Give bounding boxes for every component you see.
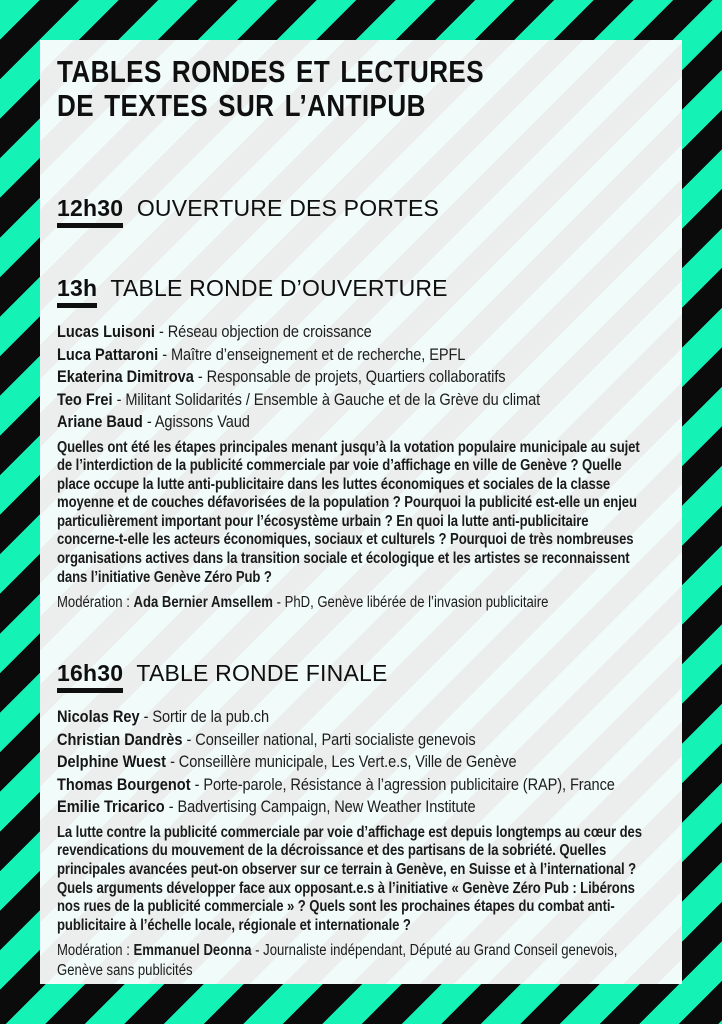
speaker-role: - Conseillère municipale, Les Vert.e.s, Ville de Genève [170, 752, 517, 772]
session-time: 12h30 [57, 195, 123, 228]
speaker-role: - Porte-parole, Résistance à l’agression publicitaire (RAP), France [194, 774, 615, 794]
speaker-name: Christian Dandrès [57, 729, 183, 749]
session-heading-final [57, 660, 656, 693]
poster-content [40, 40, 682, 984]
speaker-line [57, 796, 648, 819]
speaker-role: - Responsable de projets, Quartiers collaboratifs [197, 367, 506, 386]
moderation-label: Modération : [57, 594, 130, 612]
session-time: 13h [57, 275, 97, 308]
speaker-line [57, 366, 648, 389]
session-title: OUVERTURE DES PORTES [136, 195, 440, 221]
poster-title-line2: DE TEXTES SUR L’ANTIPUB [57, 88, 426, 123]
speaker-line [57, 389, 648, 412]
moderation-role: - PhD, Genève libérée de l’invasion publicitaire [276, 594, 549, 612]
speaker-name: Luca Pattaroni [57, 344, 159, 364]
speaker-line [57, 751, 648, 774]
session-heading-opening [57, 275, 656, 308]
poster-title [57, 55, 661, 123]
speaker-name: Ariane Baud [57, 412, 143, 431]
session-time: 16h30 [57, 660, 123, 693]
speaker-line [57, 411, 648, 434]
speaker-role: - Maître d’enseignement et de recherche, EPFL [162, 344, 466, 364]
moderation-name: Emmanuel Deonna [133, 942, 252, 960]
speaker-name: Emilie Tricarico [57, 797, 165, 817]
speakers-list-opening [57, 321, 648, 434]
speaker-line [57, 729, 648, 752]
speaker-line [57, 774, 648, 797]
speaker-role: - Réseau objection de croissance [159, 322, 372, 341]
moderation-label: Modération : [57, 942, 130, 960]
session-title: TABLE RONDE FINALE [136, 660, 388, 687]
session-description-opening: Quelles ont été les étapes principales menant jusqu’à la votation populaire municipale au sujet de l’interdiction de la publicité commerciale par voie d’affichage en ville de Genève ? Quelle place occupe la lutte anti-publicitaire dans les luttes économiques et sociales de la classe moyenne et de couches défavorisées de la population ? Pourquoi la publicité est-elle un enjeu particulièrement important pour l’écosystème urbain ? En quoi la lutte anti-publicitaire concerne-t-elle les acteurs économiques, sociaux et culturels ? Pourquoi de très nombreuses organisations actives dans la transition sociale et écologique et les artistes se reconnaissent dans l’initiative Genève Zéro Pub ? [57, 438, 640, 586]
speaker-line [57, 321, 648, 344]
moderation-line-opening [57, 593, 648, 613]
speaker-name: Lucas Luisoni [57, 322, 155, 341]
speaker-name: Nicolas Rey [57, 707, 140, 727]
speaker-name: Teo Frei [57, 389, 113, 409]
speaker-name: Ekaterina Dimitrova [57, 367, 194, 386]
speaker-name: Delphine Wuest [57, 752, 167, 772]
speaker-role: - Militant Solidarités / Ensemble à Gauche et de la Grève du climat [116, 389, 541, 409]
poster-title-line1: TABLES RONDES ET LECTURES [57, 54, 485, 89]
speaker-role: - Conseiller national, Parti socialiste genevois [186, 729, 476, 749]
speaker-line [57, 344, 648, 367]
speaker-name: Thomas Bourgenot [57, 774, 191, 794]
session-title: TABLE RONDE D’OUVERTURE [110, 275, 448, 301]
speaker-role: - Badvertising Campaign, New Weather Institute [168, 797, 476, 817]
speaker-role: - Sortir de la pub.ch [143, 707, 270, 727]
moderation-line-final [57, 941, 648, 981]
speaker-line [57, 706, 648, 729]
moderation-name: Ada Bernier Amsellem [133, 594, 273, 612]
speaker-role: - Agissons Vaud [146, 412, 250, 431]
session-heading-doors [57, 195, 656, 228]
speakers-list-final [57, 706, 648, 819]
session-description-final: La lutte contre la publicité commerciale par voie d’affichage est depuis longtemps au cœur des revendications du mouvement de la décroissance et des partisans de la sobriété. Quelles principales avancées peut-on observer sur ce terrain à Genève, en Suisse et à l’international ? Quels arguments développer face aux opposant.e.s à l’initiative « Genève Zéro Pub : Libérons nos rues de la publicité commerciale » ? Quels sont les prochaines étapes du combat anti-publicitaire à l’échelle locale, régionale et internationale ? [57, 823, 642, 934]
moderation-role: - Journaliste indépendant, Député au Grand Conseil genevois, Genève sans publicités [57, 942, 618, 980]
